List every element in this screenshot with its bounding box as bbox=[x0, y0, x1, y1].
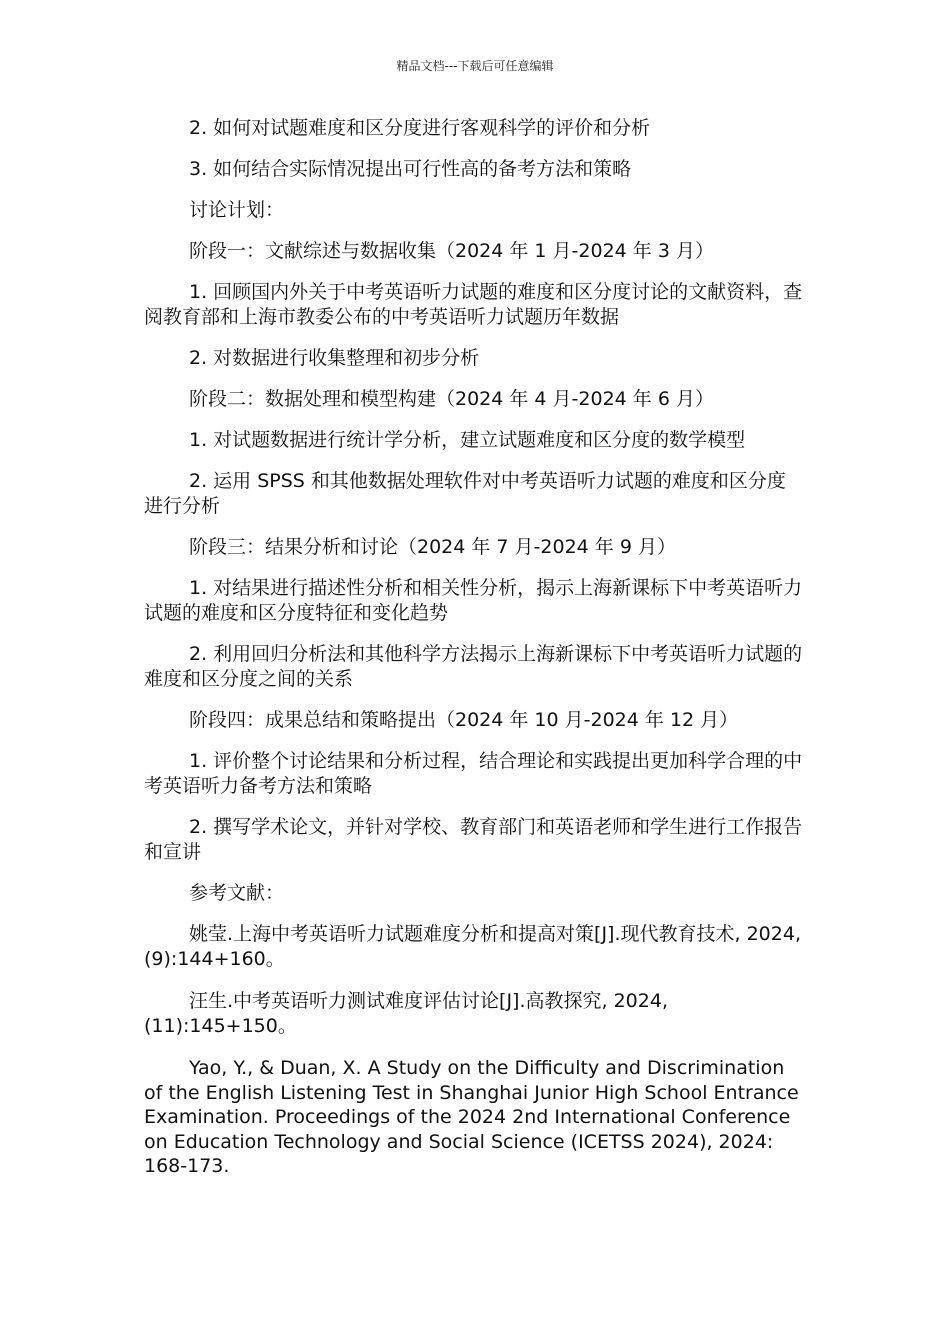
reference-item: 汪生.中考英语听力测试难度评估讨论[J].高教探究, 2024,(11):145+150。 bbox=[144, 990, 668, 1037]
task-item: 1. 对试题数据进行统计学分析，建立试题难度和区分度的数学模型 bbox=[189, 429, 746, 451]
task-item: 2. 撰写学术论文，并针对学校、教育部门和英语老师和学生进行工作报告和宣讲 bbox=[144, 816, 803, 863]
task-item: 1. 评价整个讨论结果和分析过程，结合理论和实践提出更加科学合理的中考英语听力备考方法和策略 bbox=[144, 750, 803, 797]
stage-heading: 阶段四：成果总结和策略提出（2024 年 10 月-2024 年 12 月） bbox=[189, 709, 739, 731]
task-item: 1. 对结果进行描述性分析和相关性分析，揭示上海新课标下中考英语听力试题的难度和区分度特征和变化趋势 bbox=[144, 577, 803, 624]
task-item: 2. 利用回归分析法和其他科学方法揭示上海新课标下中考英语听力试题的难度和区分度之间的关系 bbox=[144, 643, 803, 690]
task-item: 1. 回顾国内外关于中考英语听力试题的难度和区分度讨论的文献资料，查阅教育部和上海市教委公布的中考英语听力试题历年数据 bbox=[144, 281, 803, 328]
reference-item: Yao, Y., & Duan, X. A Study on the Difficulty and Discrimination of the English Listening Test in Shanghai Junior High School Entrance Examination. Proceedings of the 2024 2nd International Conference on Education Technology and Social Science (ICETSS 2024), 2024: 168-173. bbox=[144, 1057, 799, 1177]
document-body bbox=[144, 116, 804, 1179]
question-item: 2. 如何对试题难度和区分度进行客观科学的评价和分析 bbox=[189, 117, 651, 139]
references-heading: 参考文献： bbox=[189, 882, 285, 904]
section-heading: 讨论计划： bbox=[189, 199, 285, 221]
question-item: 3. 如何结合实际情况提出可行性高的备考方法和策略 bbox=[189, 158, 632, 180]
stage-heading: 阶段三：结果分析和讨论（2024 年 7 月-2024 年 9 月） bbox=[189, 536, 676, 558]
stage-heading: 阶段一：文献综述与数据收集（2024 年 1 月-2024 年 3 月） bbox=[189, 240, 714, 262]
page-header: 精品文档---下载后可任意编辑 bbox=[396, 59, 554, 73]
stage-heading: 阶段二：数据处理和模型构建（2024 年 4 月-2024 年 6 月） bbox=[189, 388, 714, 410]
task-item: 2. 运用 SPSS 和其他数据处理软件对中考英语听力试题的难度和区分度进行分析 bbox=[144, 470, 786, 517]
task-item: 2. 对数据进行收集整理和初步分析 bbox=[189, 347, 480, 369]
reference-item: 姚莹.上海中考英语听力试题难度分析和提高对策[J].现代教育技术, 2024,(9):144+160。 bbox=[144, 923, 801, 970]
